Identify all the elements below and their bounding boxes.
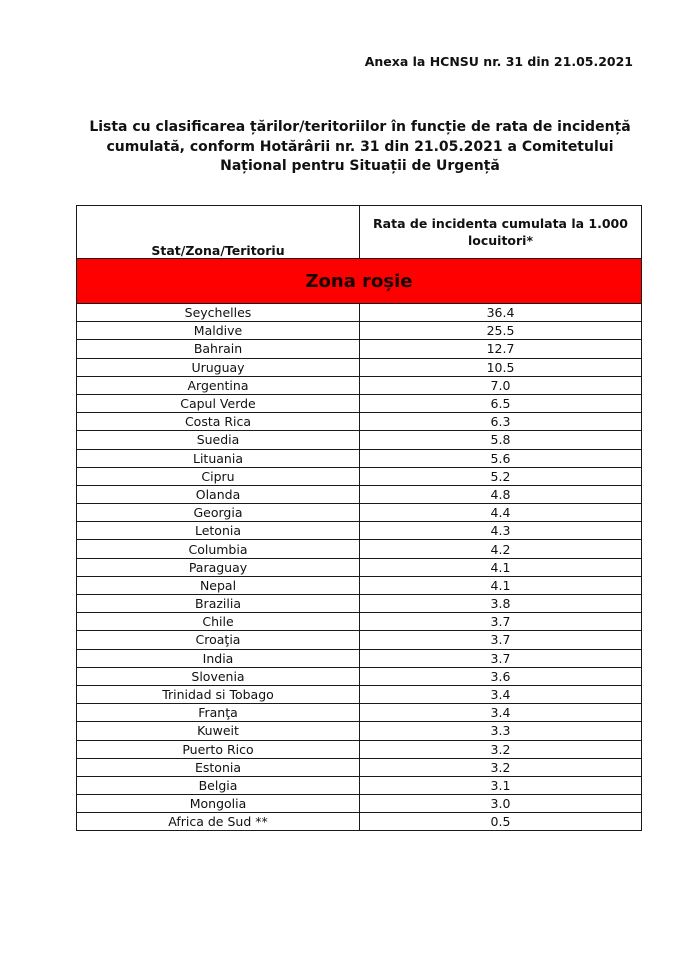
country-cell: Cipru [77, 467, 360, 485]
rate-cell: 3.2 [360, 740, 642, 758]
rate-cell: 3.7 [360, 613, 642, 631]
header-incidence-rate: Rata de incidenta cumulata la 1.000 locuitori* [360, 206, 642, 259]
rate-cell: 12.7 [360, 340, 642, 358]
title-line: cumulată, conform Hotărârii nr. 31 din 21.05.2021 a Comitetului [106, 138, 614, 155]
rate-cell: 4.8 [360, 485, 642, 503]
rate-cell: 3.6 [360, 667, 642, 685]
country-cell: Lituania [77, 449, 360, 467]
table-row [77, 449, 642, 467]
zone-red-label: Zona roșie [77, 259, 642, 304]
rate-cell: 36.4 [360, 304, 642, 322]
rate-cell: 10.5 [360, 358, 642, 376]
country-cell: Belgia [77, 776, 360, 794]
table-row [77, 813, 642, 831]
table-row [77, 340, 642, 358]
country-cell: Paraguay [77, 558, 360, 576]
country-cell: Olanda [77, 485, 360, 503]
country-cell: Suedia [77, 431, 360, 449]
country-classification-table [76, 205, 642, 831]
rate-cell: 3.7 [360, 631, 642, 649]
table-row [77, 467, 642, 485]
header-country: Stat/Zona/Teritoriu [77, 206, 360, 259]
title-line: Lista cu clasificarea țărilor/teritoriilor în funcție de rata de incidență [89, 119, 631, 135]
table-row [77, 613, 642, 631]
table-row [77, 522, 642, 540]
rate-cell: 6.3 [360, 413, 642, 431]
table-row [77, 322, 642, 340]
table-row [77, 431, 642, 449]
rate-cell: 3.3 [360, 722, 642, 740]
country-cell: Nepal [77, 576, 360, 594]
country-cell: Columbia [77, 540, 360, 558]
country-cell: Puerto Rico [77, 740, 360, 758]
country-cell: Chile [77, 613, 360, 631]
table-row [77, 631, 642, 649]
country-cell: India [77, 649, 360, 667]
table-row [77, 540, 642, 558]
country-cell: Africa de Sud ** [77, 813, 360, 831]
rate-cell: 3.8 [360, 595, 642, 613]
rate-cell: 3.0 [360, 795, 642, 813]
table-row [77, 685, 642, 703]
rate-cell: 5.2 [360, 467, 642, 485]
table-row [77, 485, 642, 503]
country-cell: Capul Verde [77, 394, 360, 412]
rate-cell: 4.3 [360, 522, 642, 540]
table-row [77, 758, 642, 776]
country-cell: Costa Rica [77, 413, 360, 431]
rate-cell: 4.1 [360, 576, 642, 594]
table-row [77, 394, 642, 412]
rate-cell: 7.0 [360, 376, 642, 394]
rate-cell: 4.4 [360, 504, 642, 522]
document-title [70, 118, 650, 177]
table-row [77, 576, 642, 594]
rate-cell: 3.1 [360, 776, 642, 794]
table-row [77, 358, 642, 376]
title-line: Național pentru Situații de Urgență [220, 158, 500, 174]
zone-row [77, 259, 642, 304]
country-cell: Brazilia [77, 595, 360, 613]
country-cell: Bahrain [77, 340, 360, 358]
rate-cell: 3.4 [360, 685, 642, 703]
table-row [77, 558, 642, 576]
country-cell: Franţa [77, 704, 360, 722]
country-cell: Trinidad si Tobago [77, 685, 360, 703]
table-row [77, 304, 642, 322]
table-row [77, 595, 642, 613]
rate-cell: 5.8 [360, 431, 642, 449]
rate-cell: 3.4 [360, 704, 642, 722]
table-row [77, 376, 642, 394]
country-cell: Seychelles [77, 304, 360, 322]
country-cell: Letonia [77, 522, 360, 540]
table-row [77, 722, 642, 740]
country-cell: Uruguay [77, 358, 360, 376]
country-cell: Slovenia [77, 667, 360, 685]
table-row [77, 413, 642, 431]
country-cell: Croaţia [77, 631, 360, 649]
table-row [77, 704, 642, 722]
table-row [77, 776, 642, 794]
table-row [77, 504, 642, 522]
rate-cell: 6.5 [360, 394, 642, 412]
rate-cell: 0.5 [360, 813, 642, 831]
rate-cell: 3.2 [360, 758, 642, 776]
table-row [77, 795, 642, 813]
table-row [77, 667, 642, 685]
table-row [77, 649, 642, 667]
rate-cell: 5.6 [360, 449, 642, 467]
country-cell: Argentina [77, 376, 360, 394]
rate-cell: 4.2 [360, 540, 642, 558]
table-row [77, 740, 642, 758]
country-cell: Mongolia [77, 795, 360, 813]
country-cell: Kuweit [77, 722, 360, 740]
country-cell: Maldive [77, 322, 360, 340]
header-row [77, 206, 642, 259]
rate-cell: 4.1 [360, 558, 642, 576]
rate-cell: 25.5 [360, 322, 642, 340]
annex-reference: Anexa la HCNSU nr. 31 din 21.05.2021 [364, 54, 633, 69]
country-cell: Georgia [77, 504, 360, 522]
country-cell: Estonia [77, 758, 360, 776]
rate-cell: 3.7 [360, 649, 642, 667]
